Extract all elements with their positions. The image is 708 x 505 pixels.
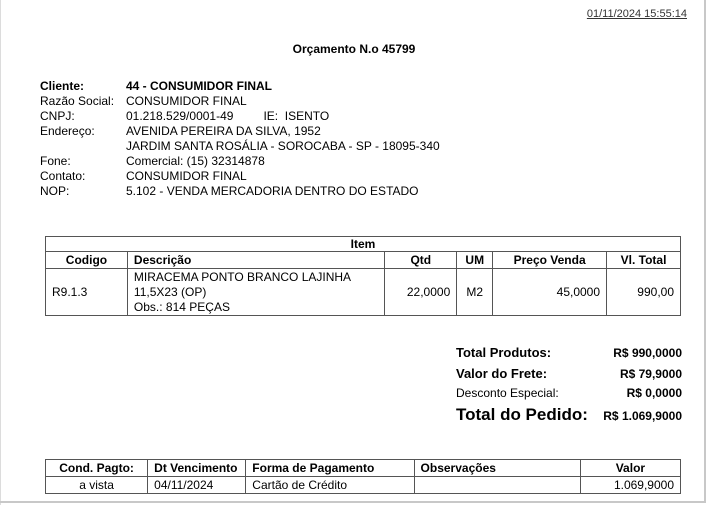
endereco-spacer: [40, 139, 126, 154]
fone-row: [40, 154, 440, 169]
razao-label: Razão Social:: [40, 94, 115, 108]
endereco-label: Endereço:: [40, 124, 95, 138]
payment-obs: [414, 477, 580, 494]
frete-value: R$ 79,9000: [619, 367, 682, 381]
cliente-label: Cliente:: [40, 79, 85, 93]
frete-row: [456, 366, 682, 386]
items-table: [45, 236, 681, 316]
table-row: [46, 269, 681, 316]
customer-info: [40, 79, 440, 199]
item-um: M2: [457, 269, 493, 316]
desconto-label: Desconto Especial:: [456, 386, 559, 400]
item-desc-line2: 11,5X23 (OP): [133, 284, 207, 299]
payments-table: [45, 459, 681, 494]
nop-label: NOP:: [40, 184, 70, 198]
col-header-total: Vl. Total: [607, 252, 681, 269]
item-codigo: R9.1.3: [46, 269, 128, 316]
items-caption: Item: [46, 237, 681, 252]
cnpj-value: 01.218.529/0001-49: [126, 109, 234, 123]
endereco-line2: JARDIM SANTA ROSÁLIA - SOROCABA - SP - 18095-340: [126, 139, 440, 153]
payment-vencimento: 04/11/2024: [148, 477, 246, 494]
razao-row: [40, 94, 440, 109]
col-header-vencimento: Dt Vencimento: [148, 460, 246, 477]
col-header-um: UM: [457, 252, 493, 269]
total-pedido-row: [456, 405, 682, 429]
total-pedido-label: Total do Pedido:: [456, 405, 588, 424]
endereco-row-2: [40, 139, 440, 154]
col-header-qtd: Qtd: [385, 252, 457, 269]
cliente-row: [40, 79, 440, 94]
nop-row: [40, 184, 440, 199]
contato-row: [40, 169, 440, 184]
col-header-obs: Observações: [414, 460, 580, 477]
payment-valor: 1.069,9000: [580, 477, 680, 494]
item-total: 990,00: [607, 269, 681, 316]
col-header-codigo: Codigo: [46, 252, 128, 269]
nop-value: 5.102 - VENDA MERCADORIA DENTRO DO ESTADO: [126, 184, 419, 198]
ie-value: IE: ISENTO: [263, 109, 330, 123]
payment-cond: a vista: [46, 477, 148, 494]
col-header-forma: Forma de Pagamento: [246, 460, 414, 477]
cliente-value: 44 - CONSUMIDOR FINAL: [126, 79, 273, 93]
col-header-valor: Valor: [580, 460, 680, 477]
table-row: [46, 477, 681, 494]
frete-label: Valor do Frete:: [456, 366, 548, 381]
cnpj-row: [40, 109, 440, 124]
total-produtos-value: R$ 990,0000: [613, 346, 682, 360]
item-descricao: [127, 269, 384, 316]
endereco-line1: AVENIDA PEREIRA DA SILVA, 1952: [126, 124, 321, 138]
item-preco: 45,0000: [493, 269, 607, 316]
total-produtos-label: Total Produtos:: [456, 345, 552, 360]
endereco-row: [40, 124, 440, 139]
fone-value: Comercial: (15) 32314878: [126, 154, 265, 168]
col-header-cond: Cond. Pagto:: [46, 460, 148, 477]
item-desc-line3: Obs.: 814 PEÇAS: [133, 299, 230, 314]
contato-label: Contato:: [40, 169, 86, 183]
razao-value: CONSUMIDOR FINAL: [126, 94, 247, 108]
fone-label: Fone:: [40, 154, 71, 168]
document-title: Orçamento N.o 45799: [292, 42, 416, 56]
col-header-preco: Preço Venda: [493, 252, 607, 269]
print-timestamp: 01/11/2024 15:55:14: [586, 8, 687, 20]
desconto-row: [456, 386, 682, 405]
col-header-descricao: Descrição: [127, 252, 384, 269]
item-qtd: 22,0000: [385, 269, 457, 316]
total-produtos-row: [456, 345, 682, 366]
total-pedido-value: R$ 1.069,9000: [603, 409, 682, 423]
cnpj-label: CNPJ:: [40, 109, 75, 123]
desconto-value: R$ 0,0000: [626, 386, 682, 400]
payment-forma: Cartão de Crédito: [246, 477, 414, 494]
totals-block: [456, 345, 682, 429]
item-desc-line1: MIRACEMA PONTO BRANCO LAJINHA: [133, 269, 352, 284]
contato-value: CONSUMIDOR FINAL: [126, 169, 247, 183]
